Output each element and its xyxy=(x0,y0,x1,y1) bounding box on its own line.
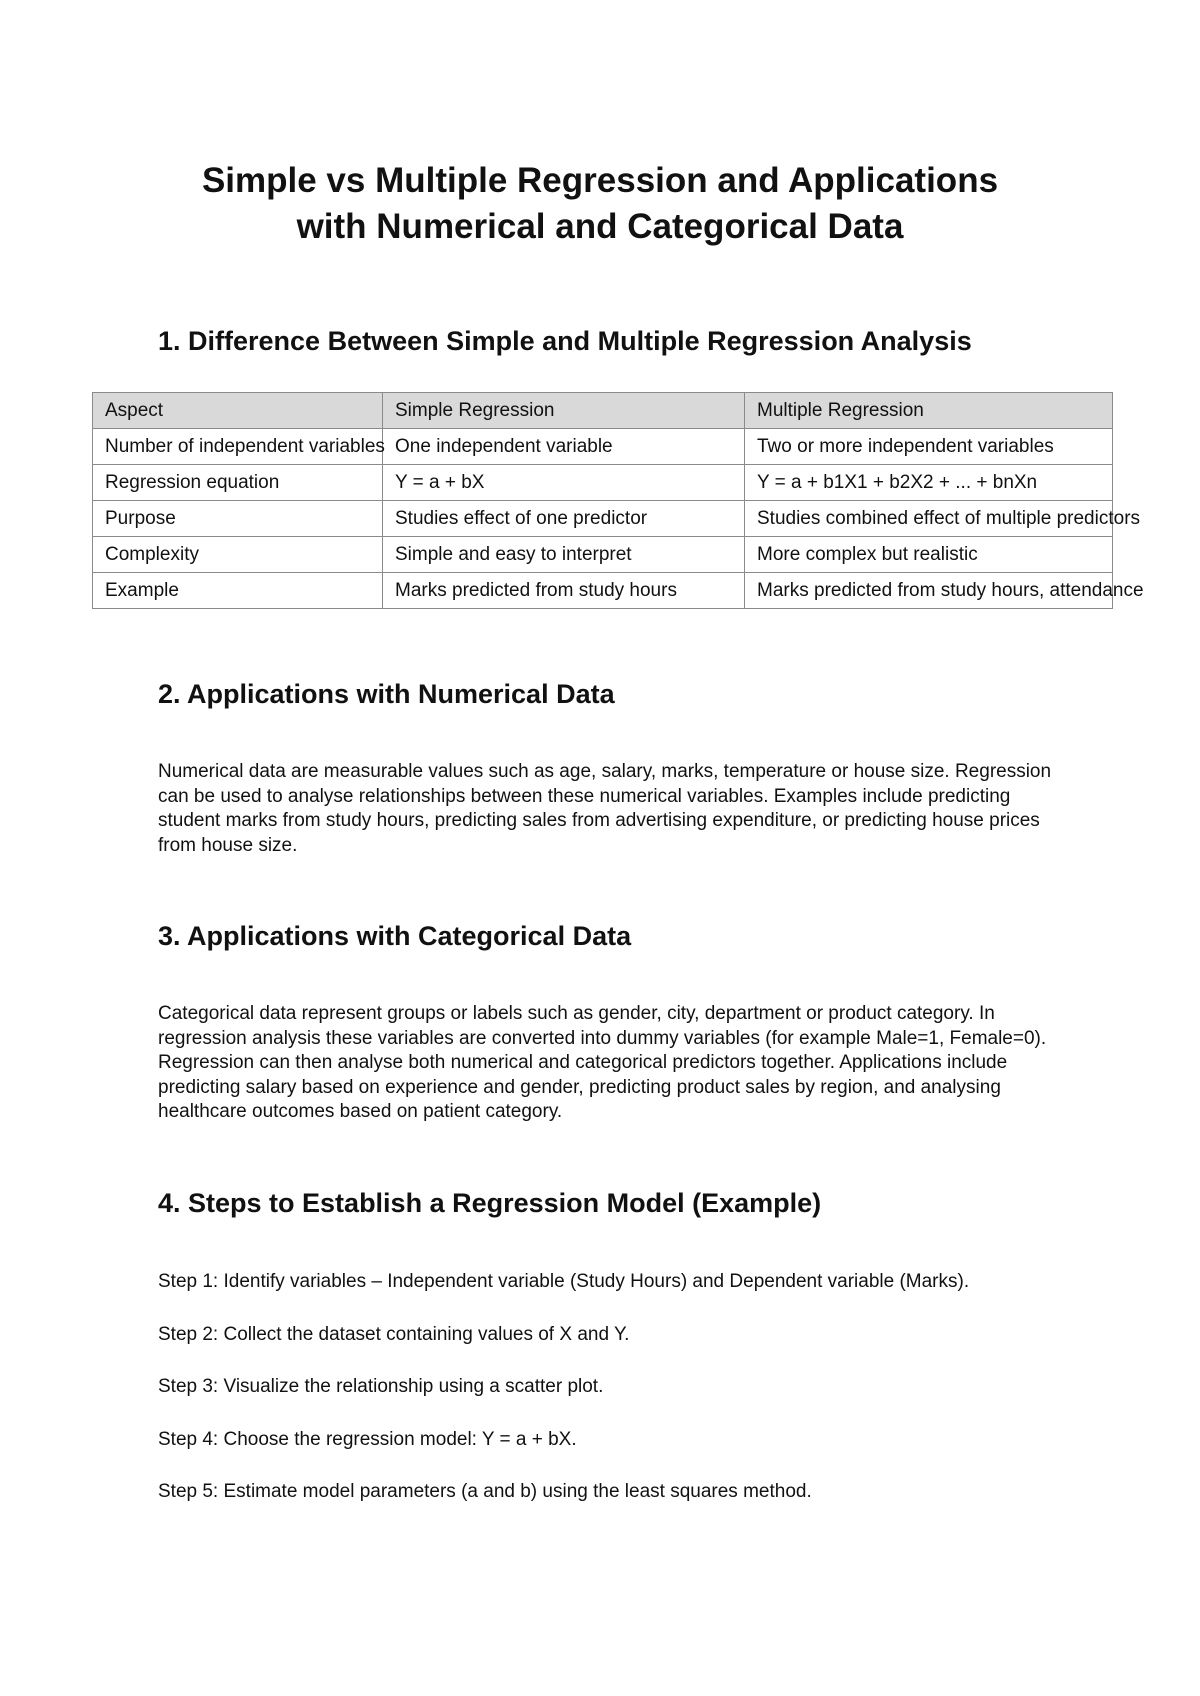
table-header-cell: Simple Regression xyxy=(383,393,745,429)
step-item-1: Step 1: Identify variables – Independent variable (Study Hours) and Dependent variable (Marks). xyxy=(158,1271,970,1292)
table-row xyxy=(93,573,1113,609)
paragraph-categorical: Categorical data represent groups or labels such as gender, city, department or product category. In regression analysis these variables are converted into dummy variables (for example Male=1, Female=0). Regression can then analyse both numerical and categorical predictors together. Applications include predicting salary based on experience and gender, predicting product sales by region, and analysing healthcare outcomes based on patient category. xyxy=(158,1003,1047,1122)
table-cell: Studies effect of one predictor xyxy=(383,501,745,537)
table-cell: Y = a + b1X1 + b2X2 + ... + bnXn xyxy=(745,465,1113,501)
title-line-2: with Numerical and Categorical Data xyxy=(296,207,904,246)
table-cell: Example xyxy=(93,573,383,609)
table-cell: Studies combined effect of multiple predictors xyxy=(745,501,1113,537)
step-item-3: Step 3: Visualize the relationship using a scatter plot. xyxy=(158,1376,604,1397)
table-row xyxy=(93,429,1113,465)
table-cell: Number of independent variables xyxy=(93,429,383,465)
table-cell: Regression equation xyxy=(93,465,383,501)
table-cell: Y = a + bX xyxy=(383,465,745,501)
table-row xyxy=(93,537,1113,573)
table-cell: Simple and easy to interpret xyxy=(383,537,745,573)
document-title xyxy=(0,158,1200,250)
section-heading-difference: 1. Difference Between Simple and Multiple Regression Analysis xyxy=(158,326,972,356)
table-cell: Complexity xyxy=(93,537,383,573)
comparison-table xyxy=(92,392,1144,609)
table-cell: One independent variable xyxy=(383,429,745,465)
table-cell: Purpose xyxy=(93,501,383,537)
table-row xyxy=(93,501,1113,537)
table-header-row xyxy=(93,393,1113,429)
table-cell: Two or more independent variables xyxy=(745,429,1113,465)
title-line-1: Simple vs Multiple Regression and Applications xyxy=(201,161,999,200)
section-heading-categorical: 3. Applications with Categorical Data xyxy=(158,921,632,951)
step-item-2: Step 2: Collect the dataset containing values of X and Y. xyxy=(158,1324,630,1345)
table-row xyxy=(93,465,1113,501)
table-header-cell: Multiple Regression xyxy=(745,393,1113,429)
table-cell: Marks predicted from study hours xyxy=(383,573,745,609)
paragraph-numerical: Numerical data are measurable values such as age, salary, marks, temperature or house size. Regression can be used to analyse relationships between these numerical variables. Examples include predicting student marks from study hours, predicting sales from advertising expenditure, or predicting house prices from house size. xyxy=(158,761,1052,856)
table-cell: Marks predicted from study hours, attendance xyxy=(745,573,1113,609)
section-heading-steps: 4. Steps to Establish a Regression Model (Example) xyxy=(158,1188,822,1218)
step-item-4: Step 4: Choose the regression model: Y = a + bX. xyxy=(158,1429,577,1450)
step-item-5: Step 5: Estimate model parameters (a and b) using the least squares method. xyxy=(158,1481,812,1502)
section-heading-numerical: 2. Applications with Numerical Data xyxy=(158,679,615,709)
table-header-cell: Aspect xyxy=(93,393,383,429)
table-cell: More complex but realistic xyxy=(745,537,1113,573)
